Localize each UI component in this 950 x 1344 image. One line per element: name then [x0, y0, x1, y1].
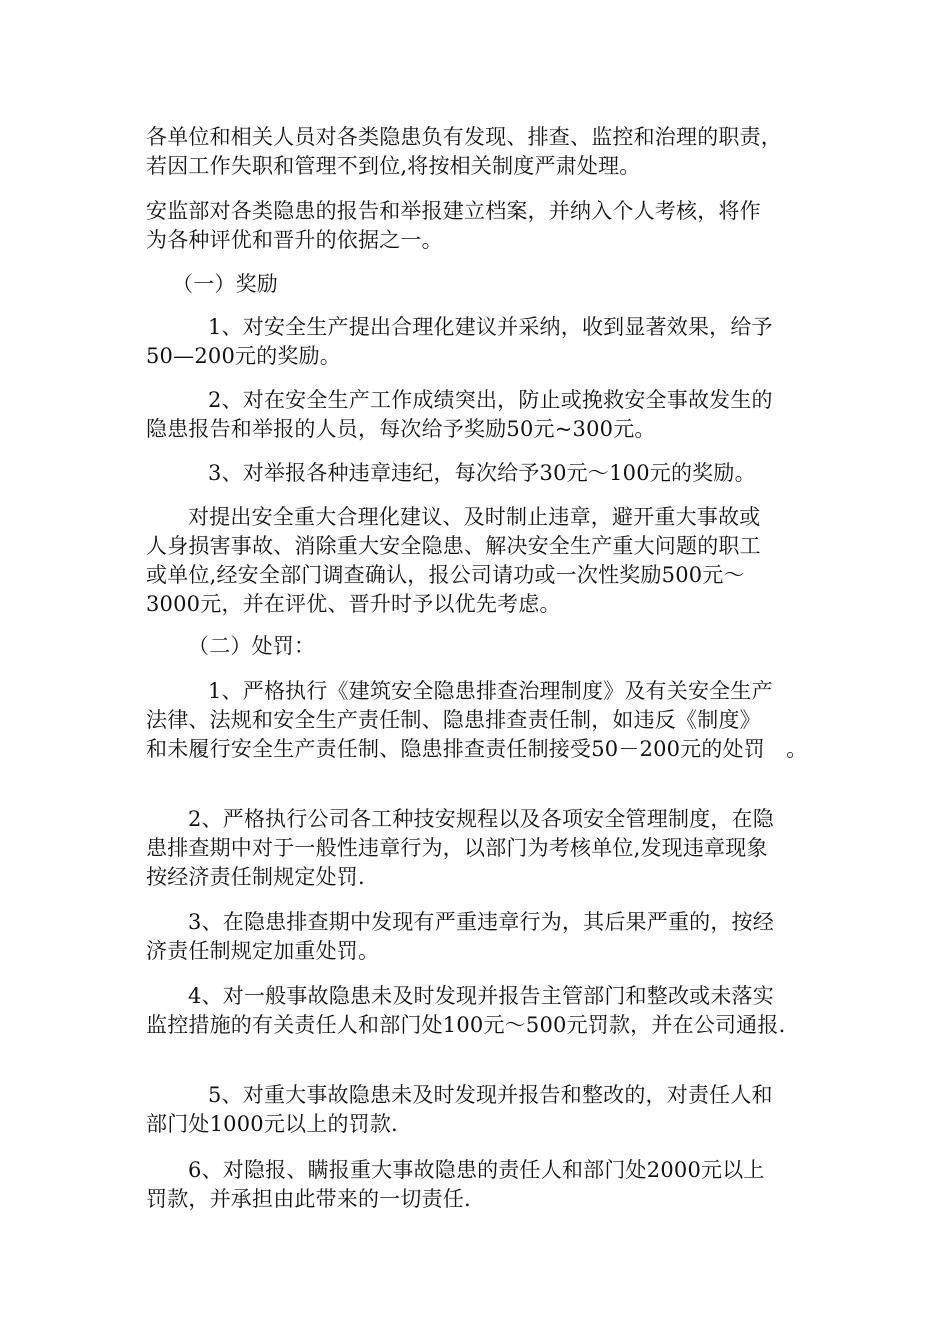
text-line: 2、严格执行公司各工种技安规程以及各项安全管理制度，在隐 — [188, 807, 774, 831]
text-line: 3、在隐患排查期中发现有严重违章行为，其后果严重的，按经 — [188, 910, 774, 934]
text-line: 为各种评优和晋升的依据之一。 — [146, 228, 443, 252]
text-line: 安监部对各类隐患的报告和举报建立档案，并纳入个人考核，将作 — [146, 199, 761, 223]
text-line: 或单位,经安全部门调查确认，报公司请功或一次性奖励500元～ — [146, 563, 745, 587]
text-line: 和未履行安全生产责任制、隐患排查责任制接受50－200元的处罚 。 — [146, 737, 808, 761]
text-line: 按经济责任制规定处罚. — [146, 865, 365, 889]
text-line: 监控措施的有关责任人和部门处100元～500元罚款，并在公司通报. — [146, 1013, 786, 1037]
text-line: 对提出安全重大合理化建议、及时制止违章，避开重大事故或 — [188, 505, 761, 529]
text-line: 2、对在安全生产工作成绩突出，防止或挽救安全事故发生的 — [208, 388, 773, 412]
section-heading-penalties: （二）处罚： — [188, 634, 316, 658]
text-line: 济责任制规定加重处罚。 — [146, 939, 380, 963]
section-heading-rewards: （一）奖励 — [172, 272, 278, 296]
text-line: 50—200元的奖励。 — [146, 344, 342, 368]
text-line: 1、对安全生产提出合理化建议并采纳，收到显著效果，给予 — [208, 315, 773, 339]
text-line: 1、严格执行《建筑安全隐患排查治理制度》及有关安全生产 — [208, 679, 773, 703]
text-line: 5、对重大事故隐患未及时发现并报告和整改的，对责任人和 — [208, 1083, 773, 1107]
text-line: 6、对隐报、瞒报重大事故隐患的责任人和部门处2000元以上 — [188, 1158, 765, 1182]
text-line: 4、对一般事故隐患未及时发现并报告主管部门和整改或未落实 — [188, 984, 774, 1008]
text-line: 部门处1000元以上的罚款. — [146, 1112, 398, 1136]
text-line: 法律、法规和安全生产责任制、隐患排查责任制，如违反《制度》 — [146, 708, 761, 732]
text-line: 人身损害事故、消除重大安全隐患、解决安全生产重大问题的职工 — [146, 534, 761, 558]
text-line: 3、对举报各种违章违纪，每次给予30元～100元的奖励。 — [208, 461, 756, 485]
text-line: 隐患报告和举报的人员，每次给予奖励50元~300元。 — [146, 417, 656, 441]
text-line: 罚款，并承担由此带来的一切责任. — [146, 1187, 471, 1211]
text-line: 患排查期中对于一般性违章行为，以部门为考核单位,发现违章现象 — [146, 836, 768, 860]
text-line: 若因工作失职和管理不到位,将按相关制度严肃处理。 — [146, 154, 641, 178]
text-line: 3000元，并在评优、晋升时予以优先考虑。 — [146, 592, 561, 616]
text-line: 各单位和相关人员对各类隐患负有发现、排查、监控和治理的职责， — [146, 125, 782, 149]
